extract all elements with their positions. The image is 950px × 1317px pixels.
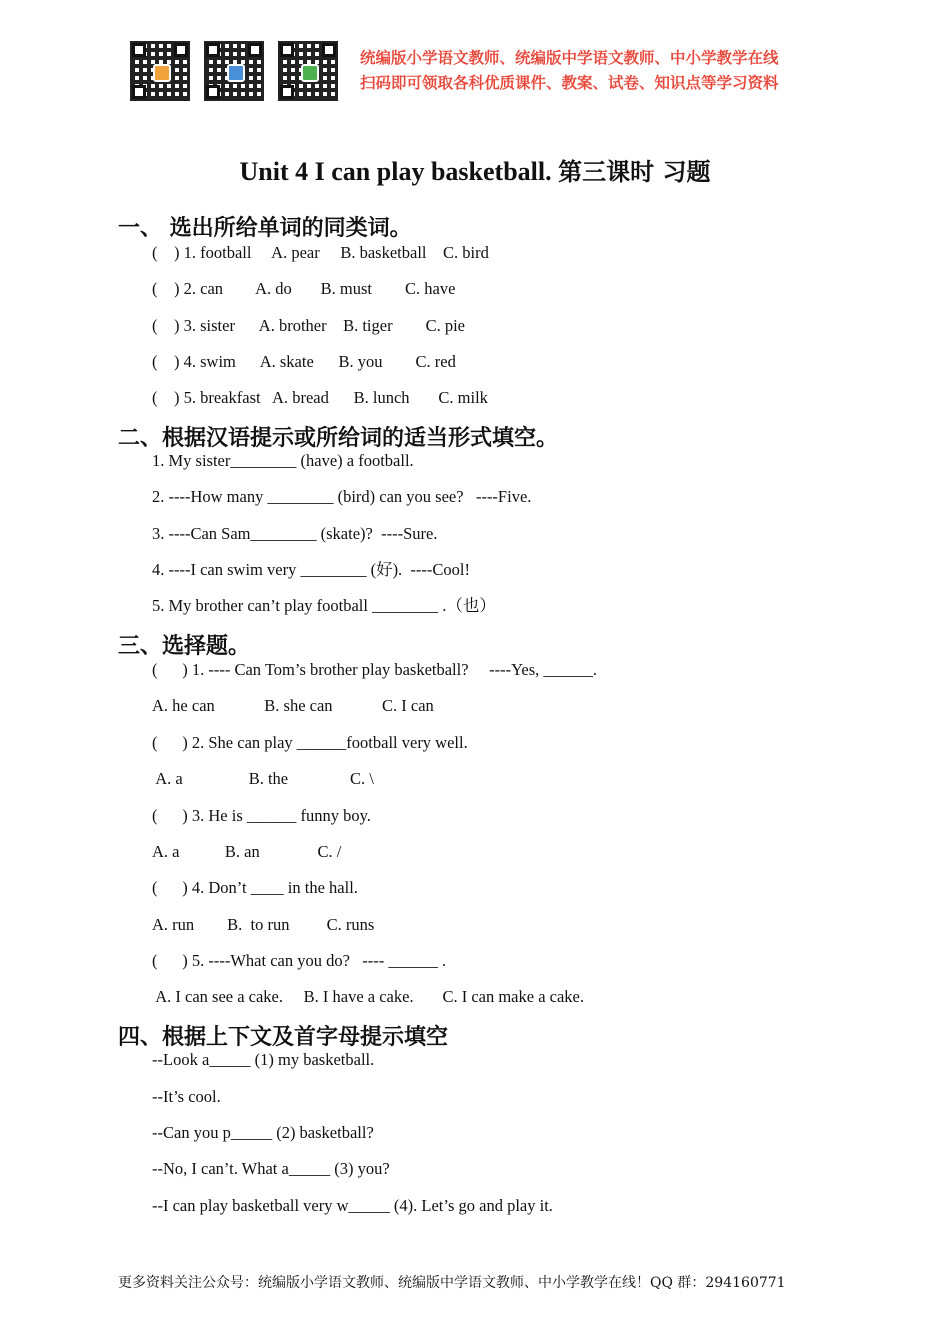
section-3-question: ( ) 2. She can play ______football very well. [152,733,468,752]
section-1-heading: 一、 选出所给单词的同类词。 [118,216,412,241]
section-2-item: 1. My sister________ (have) a football. [152,451,414,470]
section-4-item: --No, I can’t. What a_____ (3) you? [152,1159,390,1178]
section-4-item: --Can you p_____ (2) basketball? [152,1123,374,1142]
section-3-options: A. a B. an C. / [152,842,342,861]
section-3-options: A. a B. the C. \ [152,769,374,788]
section-2-item: 3. ----Can Sam________ (skate)? ----Sure. [152,524,438,543]
qr-code-icon[interactable] [279,42,337,100]
section-3-question: ( ) 5. ----What can you do? ---- ______ . [152,951,447,970]
section-1-item: ( ) 4. swim A. skate B. you C. red [152,352,456,371]
section-1-item: ( ) 5. breakfast A. bread B. lunch C. milk [152,388,488,407]
qr-code-icon[interactable] [205,42,263,100]
section-3-options: A. run B. to run C. runs [152,915,375,934]
section-1-item: ( ) 3. sister A. brother B. tiger C. pie [152,316,466,335]
title-english: Unit 4 I can play basketball. [239,157,552,186]
section-3-question: ( ) 4. Don’t ____ in the hall. [152,878,358,897]
section-1-item: ( ) 1. football A. pear B. basketball C. bird [152,243,489,262]
title-chinese: 第三课时 习题 [558,158,711,186]
section-3-options: A. I can see a cake. B. I have a cake. C. I can make a cake. [152,987,584,1006]
page-header [0,38,950,108]
banner-line-2: 扫码即可领取各科优质课件、教案、试卷、知识点等学习资料 [360,74,779,92]
section-2-item: 5. My brother can’t play football ________ .（也） [152,596,496,615]
section-4-item: --It’s cool. [152,1087,221,1106]
section-2-item: 2. ----How many ________ (bird) can you see? ----Five. [152,487,532,506]
section-3-heading: 三、选择题。 [118,634,251,659]
section-3-question: ( ) 1. ---- Can Tom’s brother play basketball? ----Yes, ______. [152,660,598,679]
section-4-heading: 四、根据上下文及首字母提示填空 [118,1025,449,1050]
section-4-item: --Look a_____ (1) my basketball. [152,1050,375,1069]
section-1-item: ( ) 2. can A. do B. must C. have [152,279,456,298]
section-2-heading: 二、根据汉语提示或所给词的适当形式填空。 [118,426,559,451]
page-footer: 更多资料关注公众号：统编版小学语文教师、统编版中学语文教师、中小学教学在线！QQ 群：294160771 [118,1275,786,1291]
banner-line-1: 统编版小学语文教师、统编版中学语文教师、中小学教学在线 [360,49,779,67]
page-title [0,152,950,187]
section-2-item: 4. ----I can swim very ________ (好). ----Cool! [152,560,470,579]
promo-banner [360,46,830,96]
qr-code-icon[interactable] [131,42,189,100]
section-4-item: --I can play basketball very w_____ (4). Let’s go and play it. [152,1196,553,1215]
section-3-options: A. he can B. she can C. I can [152,696,434,715]
section-3-question: ( ) 3. He is ______ funny boy. [152,806,371,825]
